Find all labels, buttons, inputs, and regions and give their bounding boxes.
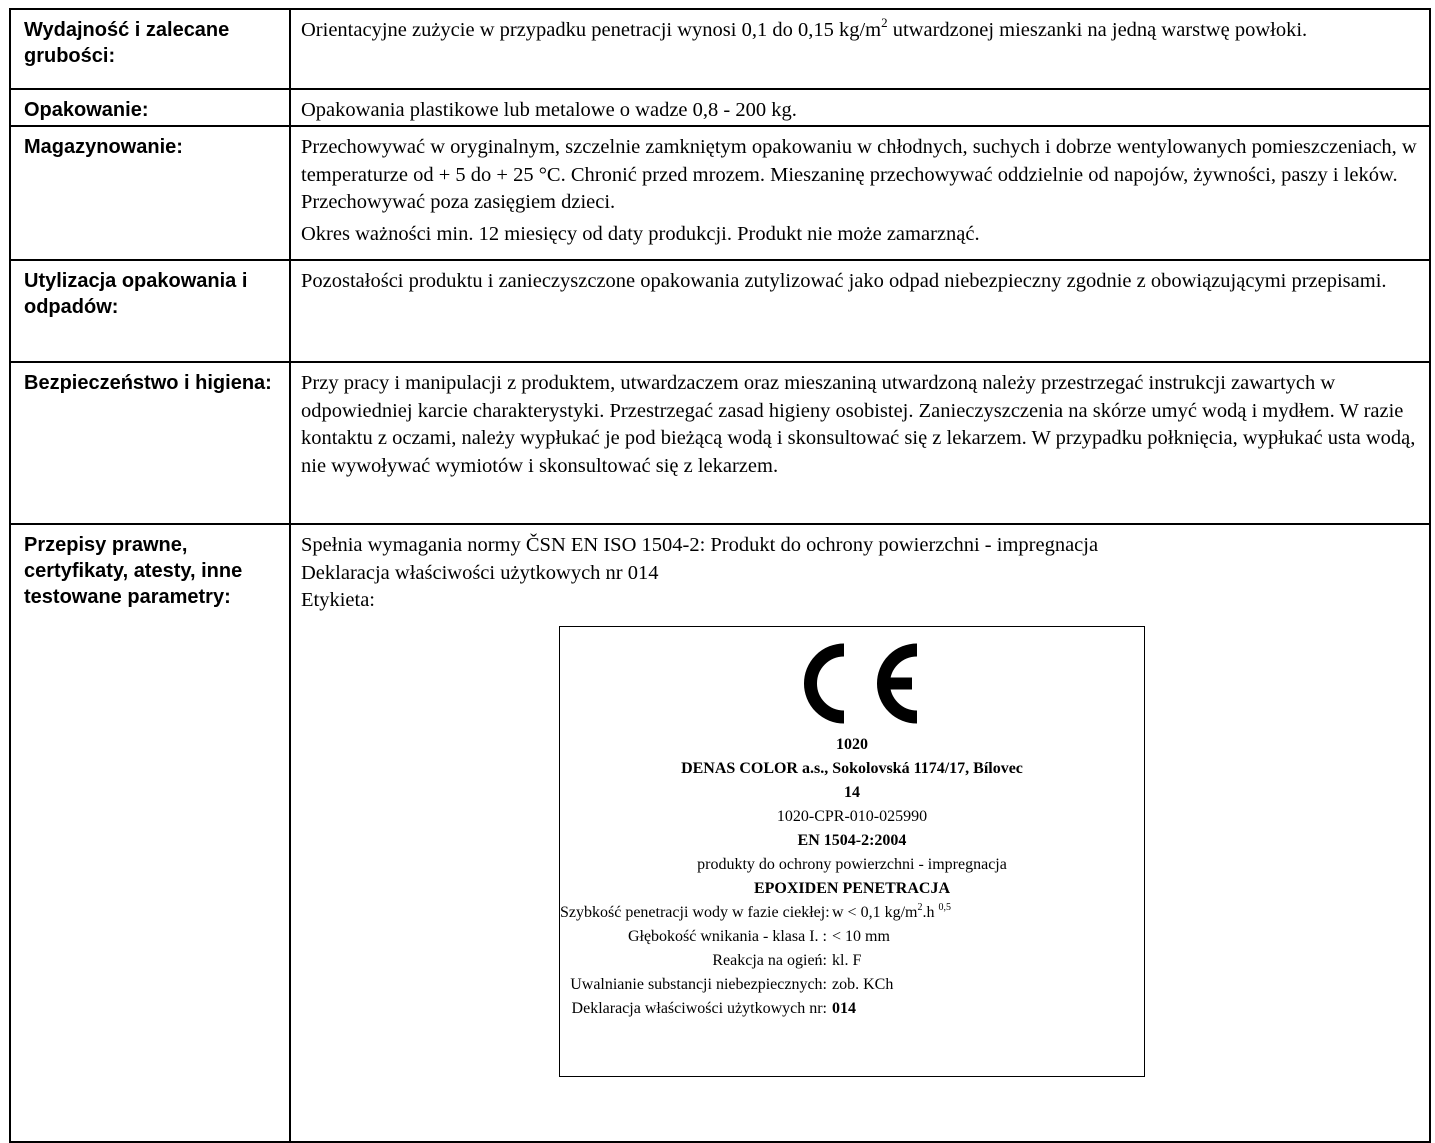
row-label: Bezpieczeństwo i higiena: [10,362,290,524]
property-row [560,997,1144,1021]
property-value-text: .h [922,903,939,921]
row-packaging [10,89,1430,126]
property-name: Głębokość wnikania - klasa I. : [627,927,827,945]
ce-properties [560,901,1144,1021]
technical-data-table [9,8,1431,1143]
ce-label-box [559,626,1145,1077]
property-row [560,925,1144,949]
property-row [560,901,1144,925]
storage-text: Przechowywać w oryginalnym, szczelnie zamkniętym opakowaniu w chłodnych, suchych i dobrze wentylowanych pomieszczeniach, w temperaturze od + 5 do + 25 °C. Chronić przed mrozem. Mieszaninę przechowywać oddzielnie od napojów, żywności, paszy i leków. Przechowywać poza zasięgiem dzieci. [301,136,1417,213]
property-name: Szybkość penetracji wody w fazie ciekłej: [560,903,830,921]
row-storage [10,126,1430,260]
product-name: EPOXIDEN PENETRACJA [753,879,950,897]
row-label: Magazynowanie: [10,126,290,260]
row-label: Przepisy prawne, certyfikaty, atesty, inne testowane parametry: [10,524,290,1142]
row-safety [10,362,1430,524]
row-label: Wydajność i zalecane grubości: [10,9,290,89]
shelf-life-text: Okres ważności min. 12 miesięcy od daty produkcji. Produkt nie może zamarznąć. [301,222,980,245]
property-value: 014 [832,999,856,1017]
property-name: Deklaracja właściwości użytkowych nr: [571,999,827,1017]
regulation-line: Etykieta: [301,589,376,611]
year: 14 [844,783,860,801]
property-name: Uwalnianie substancji niebezpiecznych: [570,975,827,993]
property-value: zob. KCh [832,975,894,993]
row-label: Utylizacja opakowania i odpadów: [10,260,290,362]
yield-text-end: utwardzonej mieszanki na jedną warstwę powłoki. [887,19,1308,41]
certificate-number: 1020-CPR-010-025990 [776,807,928,825]
ce-mark-icon [784,636,920,731]
property-row [560,973,1144,997]
superscript: 2 [881,15,888,30]
regulation-line: Deklaracja właściwości użytkowych nr 014 [301,561,659,584]
property-value-text: w < 0,1 kg/m [832,903,918,921]
row-label: Opakowanie: [10,89,290,126]
row-yield [10,9,1430,89]
row-disposal [10,260,1430,362]
row-regulations [10,524,1430,1142]
property-row [560,949,1144,973]
standard: EN 1504-2:2004 [797,831,907,849]
property-name: Reakcja na ogień: [712,951,827,969]
property-value: < 10 mm [832,927,890,945]
row-value: Przy pracy i manipulacji z produktem, utwardzaczem oraz mieszaniną utwardzoną należy przestrzegać instrukcji zawartych w odpowiedniej karcie charakterystyki. Przestrzegać zasad higieny osobistej. Zanieczyszczenia na skórze umyć wodą i mydłem. W razie kontaktu z oczami, należy wypłukać je pod bieżącą wodą i skonsultować się z lekarzem. W przypadku połknięcia, wypłukać usta wodą, nie wywoływać wymiotów i skonsultować się z lekarzem. [290,362,1430,524]
notified-body-number: 1020 [836,735,868,753]
property-value: kl. F [832,951,862,969]
row-value [290,9,1430,89]
row-value: Opakowania plastikowe lub metalowe o wadze 0,8 - 200 kg. [290,89,1430,126]
manufacturer: DENAS COLOR a.s., Sokolovská 1174/17, Bílovec [681,759,1023,777]
row-value: Pozostałości produktu i zanieczyszczone opakowania zutylizować jako odpad niebezpieczny zgodnie z obowiązującymi przepisami. [290,260,1430,362]
superscript: 2 [917,901,923,913]
property-value [832,901,951,925]
superscript: 0,5 [938,901,951,913]
yield-text: Orientacyjne zużycie w przypadku penetracji wynosi 0,1 do 0,15 kg/m [301,19,882,41]
product-type: produkty do ochrony powierzchni - impregnacja [697,855,1007,873]
row-value [290,524,1430,1142]
row-value [290,126,1430,260]
regulation-line: Spełnia wymagania normy ČSN EN ISO 1504-2: Produkt do ochrony powierzchni - impregnacja [301,534,1099,556]
